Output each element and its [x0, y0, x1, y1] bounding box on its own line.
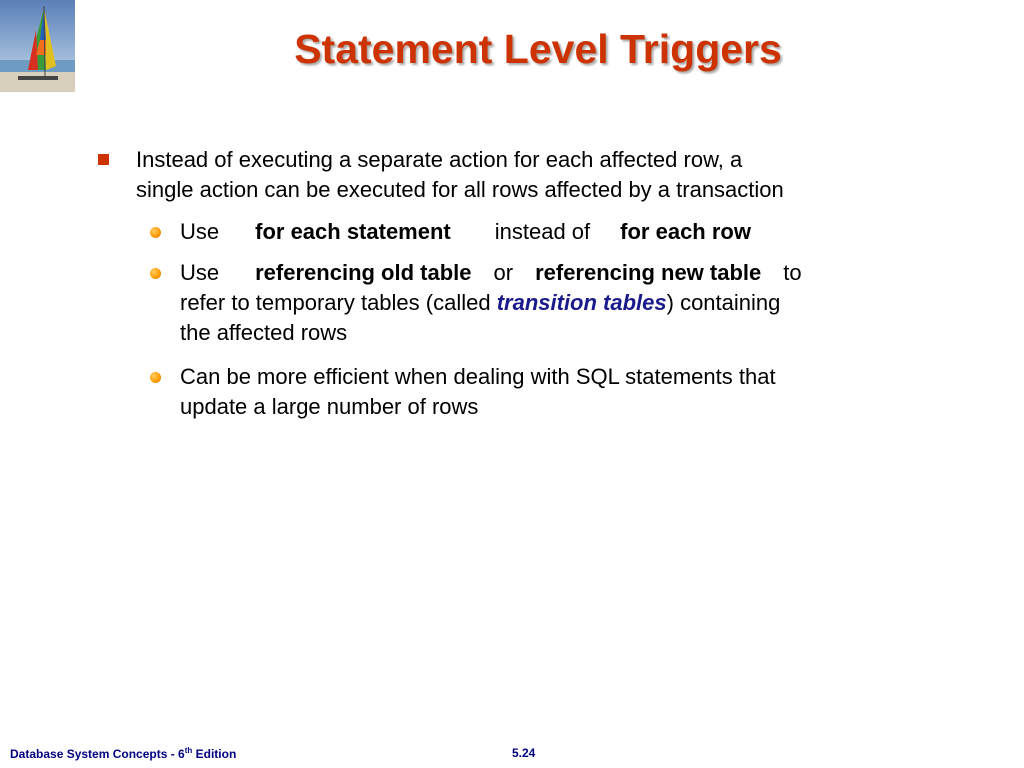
footer-book-title — [10, 746, 236, 761]
sub2-line2 — [180, 288, 910, 318]
sub1-use: Use — [180, 219, 220, 244]
sub2-line2-text: refer to temporary tables (called — [180, 290, 497, 315]
bullet-main-line1: Instead of executing a separate action for each affected row, a — [136, 147, 743, 172]
sub-bullet-1 — [180, 217, 910, 247]
dot-bullet-icon — [150, 372, 161, 383]
sub2-line1 — [180, 258, 910, 288]
slide-title: Statement Level Triggers — [294, 26, 782, 72]
sub1-keyword-for-each-row: for each row — [620, 219, 751, 244]
transition-tables-term: transition tables — [496, 290, 667, 315]
sub2-keyword-new-table: referencing new table — [535, 260, 762, 285]
sub2-line3: the affected rows — [180, 320, 348, 345]
sub1-keyword-for-each-statement: for each statement — [255, 219, 451, 244]
slide-number: 5.24 — [512, 746, 536, 760]
footer-book: Database System Concepts - 6 — [10, 747, 185, 761]
sub2-or: or — [493, 260, 514, 285]
sub3-line1: Can be more efficient when dealing with SQL statements that — [180, 364, 776, 389]
bullet-main-line2: single action can be executed for all rows affected by a transaction — [136, 177, 784, 202]
sub3-line2: update a large number of rows — [180, 394, 479, 419]
dot-bullet-icon — [150, 268, 161, 279]
sub1-instead-of: instead of — [494, 219, 591, 244]
bullet-main — [136, 145, 916, 205]
sub2-line2-tail: ) containing — [666, 290, 781, 315]
footer-edition: Edition — [192, 747, 237, 761]
footer-sup: th — [184, 746, 193, 755]
square-bullet-icon — [98, 154, 109, 165]
sub-bullet-2 — [180, 258, 910, 348]
sub2-keyword-old-table: referencing old table — [255, 260, 472, 285]
sub2-use: Use — [180, 260, 220, 285]
sub2-to: to — [783, 260, 802, 285]
dot-bullet-icon — [150, 227, 161, 238]
sub-bullet-3 — [180, 362, 910, 422]
